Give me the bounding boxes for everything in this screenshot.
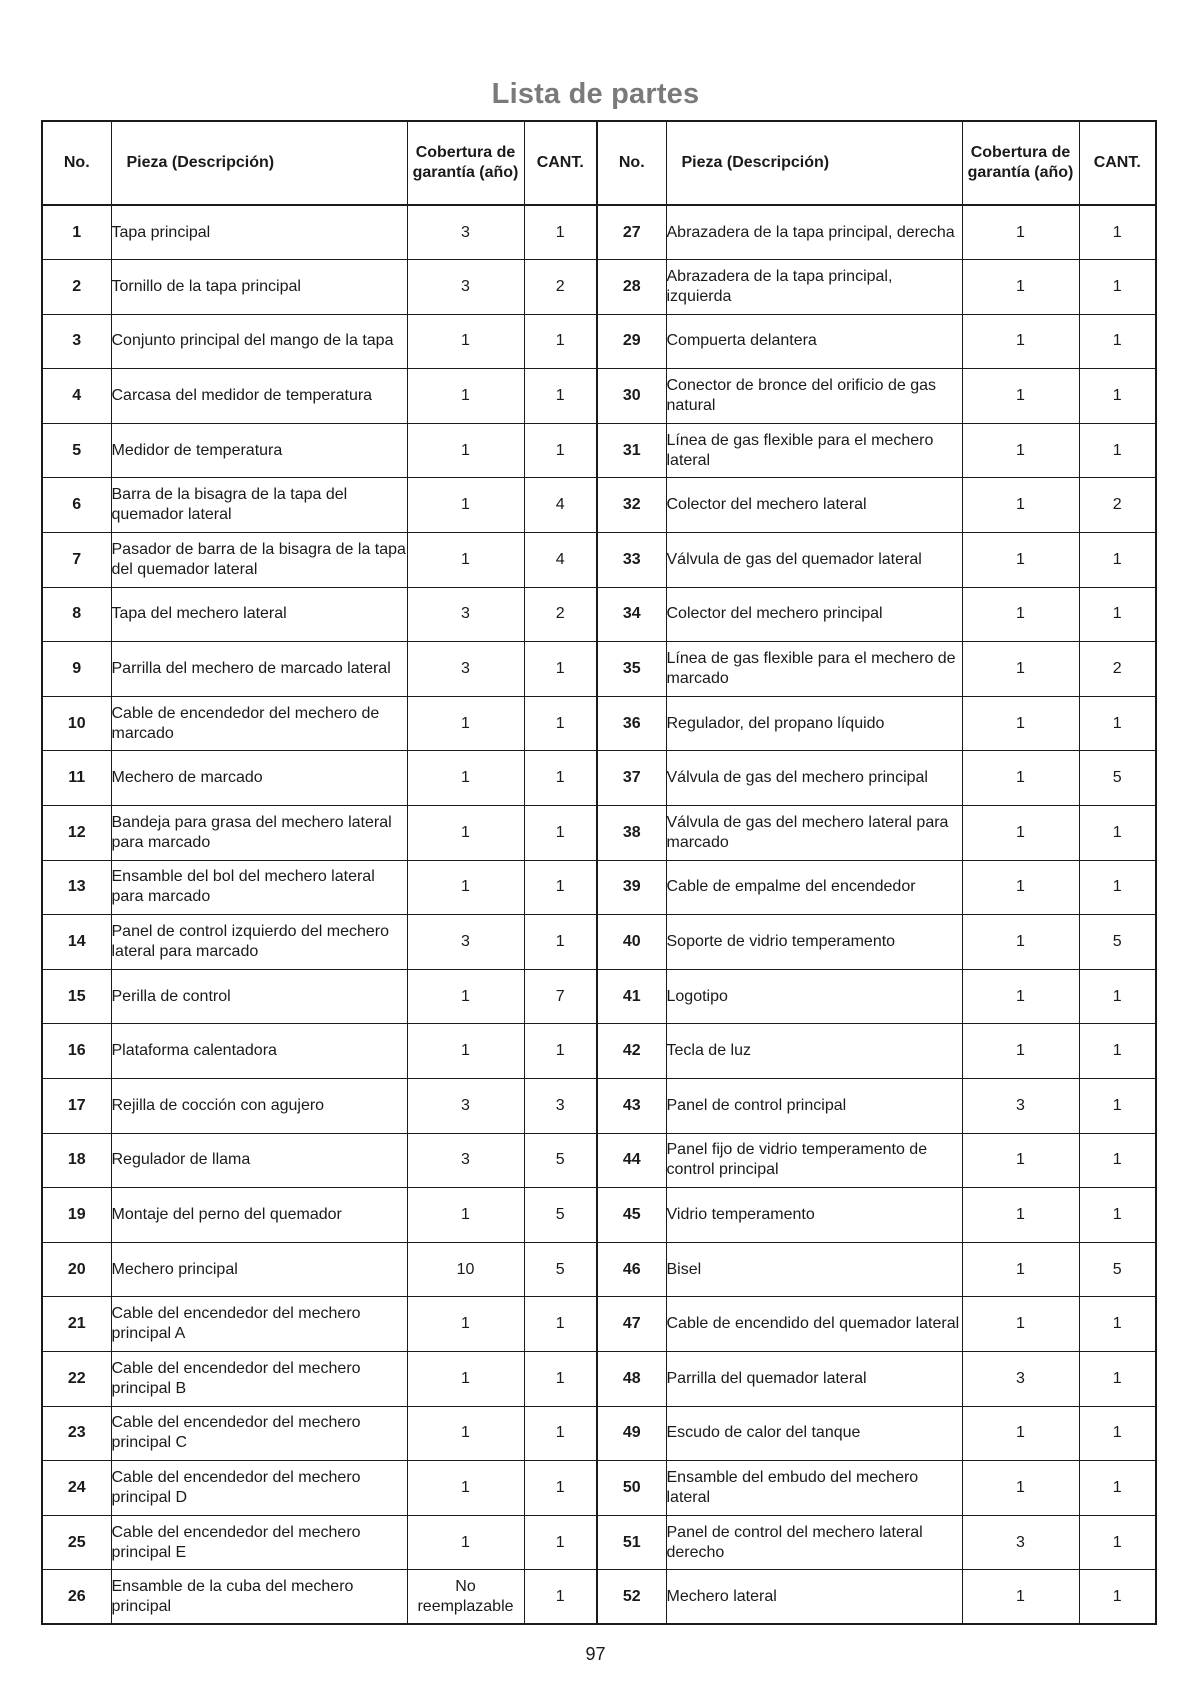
- table-row: [42, 205, 1156, 260]
- part-number: 27: [597, 205, 666, 260]
- warranty-coverage: 1: [407, 1515, 524, 1570]
- part-quantity: 1: [1079, 1024, 1156, 1079]
- part-quantity: 1: [1079, 969, 1156, 1024]
- part-description: Ensamble de la cuba del mechero principal: [111, 1570, 407, 1625]
- warranty-coverage: 1: [962, 478, 1079, 533]
- warranty-coverage: 3: [407, 1133, 524, 1188]
- warranty-coverage: 1: [407, 860, 524, 915]
- part-description: Logotipo: [666, 969, 962, 1024]
- part-number: 6: [42, 478, 111, 533]
- table-row: [42, 860, 1156, 915]
- part-quantity: 1: [524, 642, 597, 697]
- warranty-coverage: 1: [962, 1570, 1079, 1625]
- part-description: Válvula de gas del mechero lateral para marcado: [666, 806, 962, 861]
- warranty-coverage: 1: [962, 806, 1079, 861]
- part-quantity: 1: [1079, 1297, 1156, 1352]
- part-description: Compuerta delantera: [666, 314, 962, 369]
- part-number: 29: [597, 314, 666, 369]
- table-row: [42, 314, 1156, 369]
- part-quantity: 5: [1079, 915, 1156, 970]
- part-description: Mechero lateral: [666, 1570, 962, 1625]
- part-description: Regulador de llama: [111, 1133, 407, 1188]
- part-number: 19: [42, 1188, 111, 1243]
- part-description: Conector de bronce del orificio de gas natural: [666, 369, 962, 424]
- part-description: Parrilla del quemador lateral: [666, 1351, 962, 1406]
- warranty-coverage: 1: [962, 642, 1079, 697]
- warranty-coverage: 1: [407, 806, 524, 861]
- part-quantity: 2: [524, 260, 597, 315]
- part-description: Cable de encendido del quemador lateral: [666, 1297, 962, 1352]
- part-number: 17: [42, 1079, 111, 1134]
- part-description: Medidor de temperatura: [111, 423, 407, 478]
- part-quantity: 1: [1079, 423, 1156, 478]
- part-quantity: 1: [1079, 260, 1156, 315]
- part-description: Línea de gas flexible para el mechero de marcado: [666, 642, 962, 697]
- part-quantity: 2: [1079, 642, 1156, 697]
- part-number: 11: [42, 751, 111, 806]
- part-quantity: 1: [524, 1461, 597, 1516]
- part-description: Bandeja para grasa del mechero lateral para marcado: [111, 806, 407, 861]
- part-description: Panel de control izquierdo del mechero lateral para marcado: [111, 915, 407, 970]
- part-number: 16: [42, 1024, 111, 1079]
- part-quantity: 1: [524, 314, 597, 369]
- warranty-coverage: 3: [407, 260, 524, 315]
- part-number: 24: [42, 1461, 111, 1516]
- warranty-coverage: 1: [962, 1242, 1079, 1297]
- part-number: 45: [597, 1188, 666, 1243]
- part-number: 1: [42, 205, 111, 260]
- warranty-coverage: 3: [962, 1515, 1079, 1570]
- part-description: Abrazadera de la tapa principal, derecha: [666, 205, 962, 260]
- table-row: [42, 1515, 1156, 1570]
- part-description: Mechero principal: [111, 1242, 407, 1297]
- part-number: 33: [597, 533, 666, 588]
- table-row: [42, 806, 1156, 861]
- warranty-coverage: 1: [407, 1297, 524, 1352]
- part-quantity: 5: [524, 1188, 597, 1243]
- header-piece: Pieza (Descripción): [666, 121, 962, 205]
- part-quantity: 2: [524, 587, 597, 642]
- part-description: Regulador, del propano líquido: [666, 696, 962, 751]
- part-quantity: 1: [1079, 205, 1156, 260]
- table-row: [42, 751, 1156, 806]
- part-quantity: 3: [524, 1079, 597, 1134]
- part-number: 40: [597, 915, 666, 970]
- part-number: 49: [597, 1406, 666, 1461]
- part-description: Perilla de control: [111, 969, 407, 1024]
- part-quantity: 1: [524, 1515, 597, 1570]
- warranty-coverage: 1: [962, 1188, 1079, 1243]
- table-row: [42, 1188, 1156, 1243]
- part-quantity: 1: [524, 806, 597, 861]
- parts-table: [41, 120, 1157, 1625]
- part-number: 10: [42, 696, 111, 751]
- table-row: [42, 1297, 1156, 1352]
- part-quantity: 5: [1079, 1242, 1156, 1297]
- part-number: 22: [42, 1351, 111, 1406]
- table-row: [42, 533, 1156, 588]
- part-quantity: 5: [1079, 751, 1156, 806]
- part-quantity: 1: [524, 696, 597, 751]
- part-description: Vidrio temperamento: [666, 1188, 962, 1243]
- part-quantity: 1: [1079, 587, 1156, 642]
- header-coverage: Cobertura de garantía (año): [407, 121, 524, 205]
- part-number: 5: [42, 423, 111, 478]
- part-quantity: 5: [524, 1133, 597, 1188]
- part-description: Panel de control principal: [666, 1079, 962, 1134]
- warranty-coverage: 1: [962, 969, 1079, 1024]
- part-quantity: 1: [1079, 369, 1156, 424]
- part-number: 34: [597, 587, 666, 642]
- table-row: [42, 642, 1156, 697]
- part-description: Cable del encendedor del mechero principal E: [111, 1515, 407, 1570]
- part-description: Línea de gas flexible para el mechero lateral: [666, 423, 962, 478]
- page-number: 97: [585, 1644, 606, 1664]
- part-description: Cable del encendedor del mechero principal C: [111, 1406, 407, 1461]
- warranty-coverage: 1: [407, 314, 524, 369]
- part-quantity: 1: [524, 1297, 597, 1352]
- header-qty: CANT.: [1079, 121, 1156, 205]
- warranty-coverage: 3: [407, 1079, 524, 1134]
- part-description: Cable del encendedor del mechero principal D: [111, 1461, 407, 1516]
- part-quantity: 1: [524, 205, 597, 260]
- part-number: 18: [42, 1133, 111, 1188]
- part-description: Tapa principal: [111, 205, 407, 260]
- part-number: 3: [42, 314, 111, 369]
- warranty-coverage: 3: [407, 915, 524, 970]
- part-number: 9: [42, 642, 111, 697]
- part-quantity: 1: [524, 1351, 597, 1406]
- warranty-coverage: 1: [962, 1461, 1079, 1516]
- part-description: Ensamble del bol del mechero lateral para marcado: [111, 860, 407, 915]
- part-number: 42: [597, 1024, 666, 1079]
- warranty-coverage: 1: [962, 260, 1079, 315]
- warranty-coverage: 1: [407, 1024, 524, 1079]
- part-description: Plataforma calentadora: [111, 1024, 407, 1079]
- warranty-coverage: 1: [962, 314, 1079, 369]
- warranty-coverage: 1: [962, 423, 1079, 478]
- table-row: [42, 1351, 1156, 1406]
- part-quantity: 1: [1079, 1406, 1156, 1461]
- part-quantity: 1: [524, 1406, 597, 1461]
- table-row: [42, 478, 1156, 533]
- warranty-coverage: 3: [962, 1079, 1079, 1134]
- header-coverage: Cobertura de garantía (año): [962, 121, 1079, 205]
- header-no: No.: [42, 121, 111, 205]
- part-description: Válvula de gas del quemador lateral: [666, 533, 962, 588]
- part-description: Panel de control del mechero lateral derecho: [666, 1515, 962, 1570]
- part-description: Mechero de marcado: [111, 751, 407, 806]
- header-no: No.: [597, 121, 666, 205]
- warranty-coverage: No reemplazable: [407, 1570, 524, 1625]
- part-quantity: 1: [524, 915, 597, 970]
- part-number: 13: [42, 860, 111, 915]
- part-quantity: 1: [524, 1570, 597, 1625]
- part-quantity: 1: [524, 751, 597, 806]
- part-number: 41: [597, 969, 666, 1024]
- table-row: [42, 1406, 1156, 1461]
- table-row: [42, 1024, 1156, 1079]
- part-number: 30: [597, 369, 666, 424]
- part-quantity: 1: [1079, 860, 1156, 915]
- warranty-coverage: 1: [962, 1133, 1079, 1188]
- part-number: 52: [597, 1570, 666, 1625]
- warranty-coverage: 3: [407, 205, 524, 260]
- part-description: Pasador de barra de la bisagra de la tapa del quemador lateral: [111, 533, 407, 588]
- table-row: [42, 1079, 1156, 1134]
- warranty-coverage: 1: [407, 478, 524, 533]
- page-title: Lista de partes: [491, 78, 700, 110]
- part-quantity: 1: [1079, 1133, 1156, 1188]
- part-quantity: 1: [1079, 314, 1156, 369]
- part-number: 44: [597, 1133, 666, 1188]
- part-number: 7: [42, 533, 111, 588]
- table-header: [42, 121, 1156, 205]
- part-description: Conjunto principal del mango de la tapa: [111, 314, 407, 369]
- part-number: 47: [597, 1297, 666, 1352]
- table-row: [42, 696, 1156, 751]
- warranty-coverage: 1: [407, 751, 524, 806]
- table-row: [42, 587, 1156, 642]
- warranty-coverage: 1: [407, 696, 524, 751]
- part-number: 39: [597, 860, 666, 915]
- warranty-coverage: 1: [407, 1188, 524, 1243]
- part-number: 20: [42, 1242, 111, 1297]
- part-number: 43: [597, 1079, 666, 1134]
- warranty-coverage: 3: [407, 642, 524, 697]
- header-qty: CANT.: [524, 121, 597, 205]
- part-number: 23: [42, 1406, 111, 1461]
- warranty-coverage: 1: [407, 969, 524, 1024]
- part-quantity: 1: [524, 423, 597, 478]
- part-quantity: 1: [1079, 1351, 1156, 1406]
- table-row: [42, 1461, 1156, 1516]
- part-number: 31: [597, 423, 666, 478]
- warranty-coverage: 1: [962, 1297, 1079, 1352]
- part-number: 25: [42, 1515, 111, 1570]
- part-description: Barra de la bisagra de la tapa del quemador lateral: [111, 478, 407, 533]
- part-quantity: 1: [1079, 533, 1156, 588]
- part-quantity: 1: [1079, 696, 1156, 751]
- part-description: Cable del encendedor del mechero principal A: [111, 1297, 407, 1352]
- part-number: 14: [42, 915, 111, 970]
- part-number: 21: [42, 1297, 111, 1352]
- part-number: 15: [42, 969, 111, 1024]
- table-row: [42, 1570, 1156, 1625]
- part-number: 51: [597, 1515, 666, 1570]
- part-quantity: 1: [1079, 1188, 1156, 1243]
- part-quantity: 7: [524, 969, 597, 1024]
- warranty-coverage: 1: [962, 751, 1079, 806]
- warranty-coverage: 1: [407, 533, 524, 588]
- warranty-coverage: 1: [962, 533, 1079, 588]
- part-quantity: 1: [1079, 1079, 1156, 1134]
- part-description: Bisel: [666, 1242, 962, 1297]
- part-quantity: 1: [524, 369, 597, 424]
- part-quantity: 1: [1079, 1461, 1156, 1516]
- warranty-coverage: 1: [407, 1406, 524, 1461]
- warranty-coverage: 1: [962, 369, 1079, 424]
- part-description: Montaje del perno del quemador: [111, 1188, 407, 1243]
- part-number: 28: [597, 260, 666, 315]
- warranty-coverage: 1: [407, 369, 524, 424]
- warranty-coverage: 1: [962, 696, 1079, 751]
- part-quantity: 5: [524, 1242, 597, 1297]
- part-number: 46: [597, 1242, 666, 1297]
- table-row: [42, 1242, 1156, 1297]
- part-quantity: 1: [524, 1024, 597, 1079]
- part-description: Parrilla del mechero de marcado lateral: [111, 642, 407, 697]
- table-row: [42, 423, 1156, 478]
- warranty-coverage: 1: [962, 587, 1079, 642]
- part-number: 50: [597, 1461, 666, 1516]
- part-number: 37: [597, 751, 666, 806]
- warranty-coverage: 3: [407, 587, 524, 642]
- part-quantity: 1: [1079, 1515, 1156, 1570]
- part-number: 36: [597, 696, 666, 751]
- warranty-coverage: 1: [962, 205, 1079, 260]
- part-description: Tornillo de la tapa principal: [111, 260, 407, 315]
- warranty-coverage: 1: [962, 1406, 1079, 1461]
- warranty-coverage: 1: [962, 915, 1079, 970]
- part-quantity: 4: [524, 478, 597, 533]
- table-row: [42, 915, 1156, 970]
- part-description: Escudo de calor del tanque: [666, 1406, 962, 1461]
- part-description: Colector del mechero principal: [666, 587, 962, 642]
- warranty-coverage: 1: [962, 860, 1079, 915]
- warranty-coverage: 3: [962, 1351, 1079, 1406]
- table-row: [42, 369, 1156, 424]
- part-description: Rejilla de cocción con agujero: [111, 1079, 407, 1134]
- part-description: Ensamble del embudo del mechero lateral: [666, 1461, 962, 1516]
- part-number: 32: [597, 478, 666, 533]
- part-quantity: 1: [524, 860, 597, 915]
- part-quantity: 1: [1079, 1570, 1156, 1625]
- part-description: Cable de encendedor del mechero de marcado: [111, 696, 407, 751]
- part-description: Abrazadera de la tapa principal, izquierda: [666, 260, 962, 315]
- part-description: Carcasa del medidor de temperatura: [111, 369, 407, 424]
- table-body: [42, 205, 1156, 1624]
- warranty-coverage: 10: [407, 1242, 524, 1297]
- part-description: Tecla de luz: [666, 1024, 962, 1079]
- part-quantity: 4: [524, 533, 597, 588]
- part-quantity: 1: [1079, 806, 1156, 861]
- table-row: [42, 969, 1156, 1024]
- part-description: Cable del encendedor del mechero principal B: [111, 1351, 407, 1406]
- part-description: Soporte de vidrio temperamento: [666, 915, 962, 970]
- part-number: 26: [42, 1570, 111, 1625]
- warranty-coverage: 1: [407, 1351, 524, 1406]
- part-description: Panel fijo de vidrio temperamento de control principal: [666, 1133, 962, 1188]
- header-piece: Pieza (Descripción): [111, 121, 407, 205]
- part-number: 48: [597, 1351, 666, 1406]
- warranty-coverage: 1: [407, 423, 524, 478]
- part-description: Tapa del mechero lateral: [111, 587, 407, 642]
- warranty-coverage: 1: [962, 1024, 1079, 1079]
- table-row: [42, 1133, 1156, 1188]
- part-number: 38: [597, 806, 666, 861]
- part-number: 8: [42, 587, 111, 642]
- part-quantity: 2: [1079, 478, 1156, 533]
- part-description: Colector del mechero lateral: [666, 478, 962, 533]
- part-number: 2: [42, 260, 111, 315]
- part-description: Válvula de gas del mechero principal: [666, 751, 962, 806]
- part-number: 4: [42, 369, 111, 424]
- part-description: Cable de empalme del encendedor: [666, 860, 962, 915]
- warranty-coverage: 1: [407, 1461, 524, 1516]
- part-number: 12: [42, 806, 111, 861]
- table-row: [42, 260, 1156, 315]
- part-number: 35: [597, 642, 666, 697]
